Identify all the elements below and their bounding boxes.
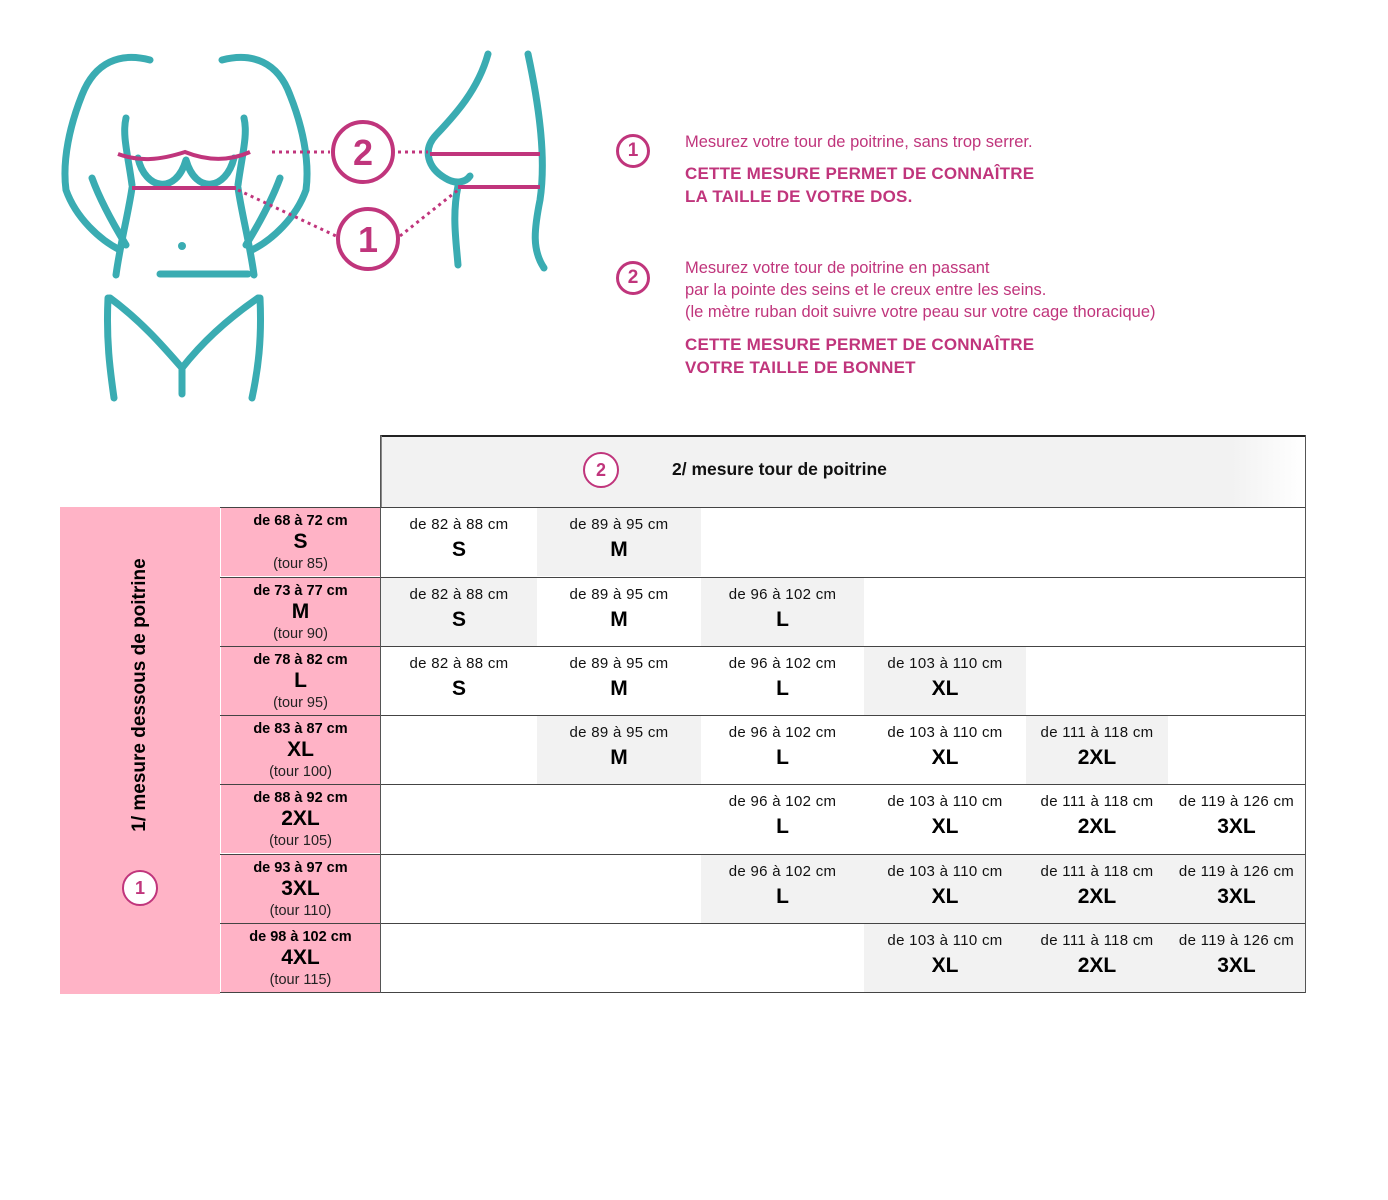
instruction-2-text (685, 257, 1285, 323)
size-cell (1168, 855, 1305, 923)
size-cell (537, 578, 701, 646)
bust-range: de 96 à 102 cm (728, 863, 837, 880)
size-cell (864, 855, 1026, 923)
size-cell (1168, 924, 1305, 992)
bust-range: de 119 à 126 cm (1178, 793, 1295, 810)
row-divider (220, 577, 1306, 578)
cup-size: 2XL (1077, 885, 1117, 908)
front-body-figure (65, 57, 307, 398)
bust-range: de 111 à 118 cm (1040, 863, 1154, 880)
cup-size: L (776, 677, 789, 700)
band-size: 3XL (281, 877, 320, 900)
row-divider (220, 715, 1306, 716)
underbust-range: de 68 à 72 cm (253, 513, 348, 529)
size-cell (701, 578, 864, 646)
table-right-border (1305, 435, 1306, 993)
bust-range: de 111 à 118 cm (1040, 932, 1154, 949)
cup-size: 3XL (1217, 815, 1256, 838)
size-cell (864, 716, 1026, 784)
row-divider (220, 923, 1306, 924)
size-cell (864, 785, 1026, 853)
size-cell (1168, 785, 1305, 853)
size-cell (1026, 855, 1168, 923)
bust-header-title: 2/ mesure tour de poitrine (672, 459, 887, 479)
cup-size: 3XL (1217, 954, 1256, 977)
row-divider (220, 992, 1306, 993)
cup-size: XL (931, 815, 959, 838)
band-size: M (291, 600, 310, 623)
size-cell (864, 647, 1026, 715)
instruction-2-badge: 2 (616, 261, 650, 295)
band-size: L (294, 669, 307, 692)
bust-range: de 103 à 110 cm (887, 655, 1003, 672)
underbust-row-header (221, 716, 380, 784)
cup-size: M (610, 746, 628, 769)
cup-size: M (610, 538, 628, 561)
band-tour: (tour 90) (273, 626, 328, 642)
bust-range: de 96 à 102 cm (728, 655, 837, 672)
cup-size: XL (931, 746, 959, 769)
cup-size: M (610, 608, 628, 631)
underbust-range: de 73 à 77 cm (253, 583, 348, 599)
illustration-badge-2-text: 2 (352, 132, 374, 173)
size-cell (1026, 924, 1168, 992)
band-size: 4XL (281, 946, 320, 969)
instruction-2-caption-line: CETTE MESURE PERMET DE CONNAÎTRE (685, 335, 1035, 354)
underbust-row-header (221, 924, 380, 992)
band-size: S (293, 530, 308, 553)
row-divider (220, 854, 1306, 855)
band-size: XL (287, 738, 314, 761)
cup-size: L (776, 815, 789, 838)
underbust-range: de 93 à 97 cm (253, 860, 348, 876)
row-divider (220, 646, 1306, 647)
size-cell (701, 855, 864, 923)
bust-range: de 103 à 110 cm (887, 863, 1003, 880)
instruction-2-line: (le mètre ruban doit suivre votre peau sur votre cage thoracique) (685, 303, 1156, 321)
cup-size: L (776, 746, 789, 769)
cup-size: 2XL (1077, 746, 1117, 769)
instruction-2-caption-line: VOTRE TAILLE DE BONNET (685, 358, 916, 377)
instruction-2-caption (685, 333, 1285, 379)
cup-size: 2XL (1077, 954, 1117, 977)
size-cell (864, 924, 1026, 992)
underbust-axis-label: 1/ mesure dessous de poitrine (129, 558, 150, 832)
underbust-range: de 88 à 92 cm (253, 790, 348, 806)
cup-size: 3XL (1217, 885, 1256, 908)
instruction-1-caption (685, 162, 1285, 208)
instruction-1-line: Mesurez votre tour de poitrine, sans trop serrer. (685, 133, 1033, 151)
underbust-row-header (221, 508, 380, 576)
bust-range: de 82 à 88 cm (409, 586, 509, 603)
cup-size: 2XL (1077, 815, 1117, 838)
underbust-axis-badge: 1 (122, 870, 158, 906)
instruction-1-caption-line: LA TAILLE DE VOTRE DOS. (685, 187, 913, 206)
bust-range: de 119 à 126 cm (1178, 932, 1295, 949)
band-tour: (tour 95) (273, 695, 328, 711)
underbust-row-header (221, 578, 380, 646)
side-body-figure (428, 54, 544, 268)
size-cell (1026, 716, 1168, 784)
size-cell (701, 785, 864, 853)
size-cell (537, 647, 701, 715)
cup-size: S (451, 677, 466, 700)
instruction-2-line: par la pointe des seins et le creux entre les seins. (685, 281, 1047, 299)
underbust-row-header (221, 855, 380, 923)
illustration-badge-1-text: 1 (357, 219, 379, 260)
band-tour: (tour 115) (269, 972, 332, 988)
bust-range: de 103 à 110 cm (887, 793, 1003, 810)
size-cell (381, 647, 537, 715)
bust-range: de 82 à 88 cm (409, 516, 509, 533)
bust-range: de 96 à 102 cm (728, 586, 837, 603)
bust-range: de 89 à 95 cm (569, 516, 669, 533)
band-tour: (tour 110) (269, 903, 332, 919)
navel-dot (178, 242, 186, 250)
cup-size: S (451, 538, 466, 561)
band-tour: (tour 85) (273, 556, 328, 572)
table-left-border (380, 435, 381, 993)
measurement-illustration (0, 0, 600, 420)
cup-size: XL (931, 677, 959, 700)
cup-size: XL (931, 885, 959, 908)
underbust-range: de 78 à 82 cm (253, 652, 348, 668)
size-cell (537, 508, 701, 576)
size-cell (1026, 785, 1168, 853)
band-tour: (tour 100) (269, 764, 332, 780)
underbust-range: de 83 à 87 cm (253, 721, 348, 737)
instruction-1-caption-line: CETTE MESURE PERMET DE CONNAÎTRE (685, 164, 1035, 183)
row-divider (220, 507, 1306, 508)
bust-range: de 89 à 95 cm (569, 724, 669, 741)
bust-range: de 103 à 110 cm (887, 724, 1003, 741)
size-cell (381, 508, 537, 576)
bust-range: de 82 à 88 cm (409, 655, 509, 672)
underbust-row-header (221, 647, 380, 715)
row-divider (220, 784, 1306, 785)
bust-range: de 96 à 102 cm (728, 793, 837, 810)
bust-range: de 103 à 110 cm (887, 932, 1003, 949)
instruction-2-line: Mesurez votre tour de poitrine en passant (685, 259, 990, 277)
cup-size: XL (931, 954, 959, 977)
size-cell (381, 578, 537, 646)
cup-size: M (610, 677, 628, 700)
instruction-1-text (685, 131, 1285, 153)
underbust-range: de 98 à 102 cm (249, 929, 352, 945)
bust-range: de 119 à 126 cm (1178, 863, 1295, 880)
bust-range: de 111 à 118 cm (1040, 793, 1154, 810)
illustration-badge-2 (333, 122, 393, 182)
illustration-badge-1 (338, 209, 398, 269)
band-tour: (tour 105) (269, 833, 332, 849)
band-size: 2XL (281, 807, 320, 830)
size-cell (537, 716, 701, 784)
size-cell (701, 647, 864, 715)
bust-range: de 89 à 95 cm (569, 655, 669, 672)
cup-size: L (776, 885, 789, 908)
bust-range: de 111 à 118 cm (1040, 724, 1154, 741)
size-cell (701, 716, 864, 784)
bust-header-badge: 2 (583, 452, 619, 488)
cup-size: S (451, 608, 466, 631)
bust-range: de 96 à 102 cm (728, 724, 837, 741)
bust-range: de 89 à 95 cm (569, 586, 669, 603)
cup-size: L (776, 608, 789, 631)
underbust-row-header (221, 785, 380, 853)
instruction-1-badge: 1 (616, 134, 650, 168)
